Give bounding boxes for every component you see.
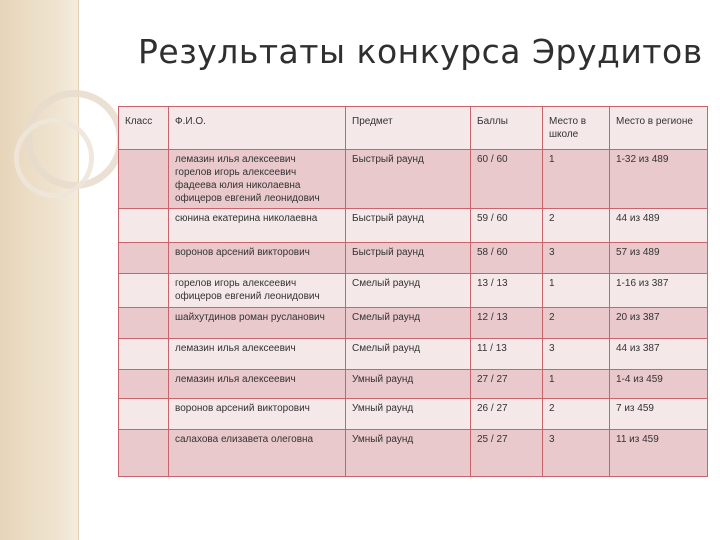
cell-klass [119, 209, 169, 243]
cell-place-school: 3 [543, 430, 610, 477]
table-row [119, 243, 708, 274]
cell-place-region: 57 из 489 [610, 243, 708, 274]
table-row [119, 150, 708, 209]
participant-name: воронов арсений викторович [175, 247, 310, 258]
cell-place-region: 1-32 из 489 [610, 150, 708, 209]
table-row [119, 399, 708, 430]
cell-place-school: 3 [543, 243, 610, 274]
cell-place-region: 44 из 387 [610, 339, 708, 370]
cell-place-school: 1 [543, 150, 610, 209]
cell-klass [119, 243, 169, 274]
cell-place-region: 1-4 из 459 [610, 370, 708, 399]
cell-fio [169, 209, 346, 243]
header-place-school: Место в школе [543, 107, 610, 150]
cell-fio [169, 370, 346, 399]
cell-klass [119, 150, 169, 209]
cell-subject: Смелый раунд [346, 339, 471, 370]
cell-subject: Быстрый раунд [346, 150, 471, 209]
cell-place-region: 20 из 387 [610, 308, 708, 339]
cell-place-school: 1 [543, 274, 610, 308]
header-subject: Предмет [346, 107, 471, 150]
table-row [119, 308, 708, 339]
participant-name: шайхутдинов роман русланович [175, 312, 325, 323]
table-row [119, 370, 708, 399]
decorative-side-band [0, 0, 79, 540]
cell-place-school: 2 [543, 308, 610, 339]
cell-fio [169, 430, 346, 477]
cell-subject: Умный раунд [346, 430, 471, 477]
header-place-region: Место в регионе [610, 107, 708, 150]
cell-klass [119, 274, 169, 308]
table-row [119, 274, 708, 308]
slide-title: Результаты конкурса Эрудитов [138, 32, 703, 71]
header-fio: Ф.И.О. [169, 107, 346, 150]
participant-name: лемазин илья алексеевич [175, 343, 296, 354]
cell-fio [169, 243, 346, 274]
cell-subject: Смелый раунд [346, 274, 471, 308]
participant-name: офицеров евгений леонидович [175, 193, 320, 204]
cell-klass [119, 430, 169, 477]
cell-score: 58 / 60 [471, 243, 543, 274]
participant-name: салахова елизавета олеговна [175, 434, 314, 445]
cell-score: 11 / 13 [471, 339, 543, 370]
cell-subject: Умный раунд [346, 370, 471, 399]
cell-klass [119, 308, 169, 339]
participant-name: горелов игорь алексеевич [175, 167, 297, 178]
cell-subject: Быстрый раунд [346, 243, 471, 274]
header-klass: Класс [119, 107, 169, 150]
participant-name: лемазин илья алексеевич [175, 374, 296, 385]
table-row [119, 430, 708, 477]
header-score: Баллы [471, 107, 543, 150]
cell-score: 25 / 27 [471, 430, 543, 477]
decorative-ring [14, 118, 94, 198]
participant-name: сюнина екатерина николаевна [175, 213, 318, 224]
cell-subject: Умный раунд [346, 399, 471, 430]
cell-fio [169, 339, 346, 370]
cell-score: 26 / 27 [471, 399, 543, 430]
cell-place-region: 11 из 459 [610, 430, 708, 477]
cell-fio [169, 150, 346, 209]
table-header-row [119, 107, 708, 150]
participant-name: воронов арсений викторович [175, 403, 310, 414]
cell-klass [119, 339, 169, 370]
cell-place-school: 2 [543, 399, 610, 430]
cell-subject: Быстрый раунд [346, 209, 471, 243]
cell-fio [169, 274, 346, 308]
cell-place-region: 1-16 из 387 [610, 274, 708, 308]
participant-name: офицеров евгений леонидович [175, 291, 320, 302]
cell-score: 27 / 27 [471, 370, 543, 399]
table-body [119, 150, 708, 477]
cell-place-school: 2 [543, 209, 610, 243]
cell-klass [119, 370, 169, 399]
participant-name: лемазин илья алексеевич [175, 154, 296, 165]
cell-subject: Смелый раунд [346, 308, 471, 339]
table-row [119, 339, 708, 370]
participant-name: фадеева юлия николаевна [175, 180, 301, 191]
table-row [119, 209, 708, 243]
cell-place-region: 7 из 459 [610, 399, 708, 430]
cell-place-school: 3 [543, 339, 610, 370]
cell-score: 13 / 13 [471, 274, 543, 308]
cell-fio [169, 399, 346, 430]
cell-place-region: 44 из 489 [610, 209, 708, 243]
cell-score: 60 / 60 [471, 150, 543, 209]
participant-name: горелов игорь алексеевич [175, 278, 297, 289]
cell-score: 59 / 60 [471, 209, 543, 243]
cell-fio [169, 308, 346, 339]
cell-klass [119, 399, 169, 430]
results-table [118, 106, 708, 477]
cell-score: 12 / 13 [471, 308, 543, 339]
cell-place-school: 1 [543, 370, 610, 399]
